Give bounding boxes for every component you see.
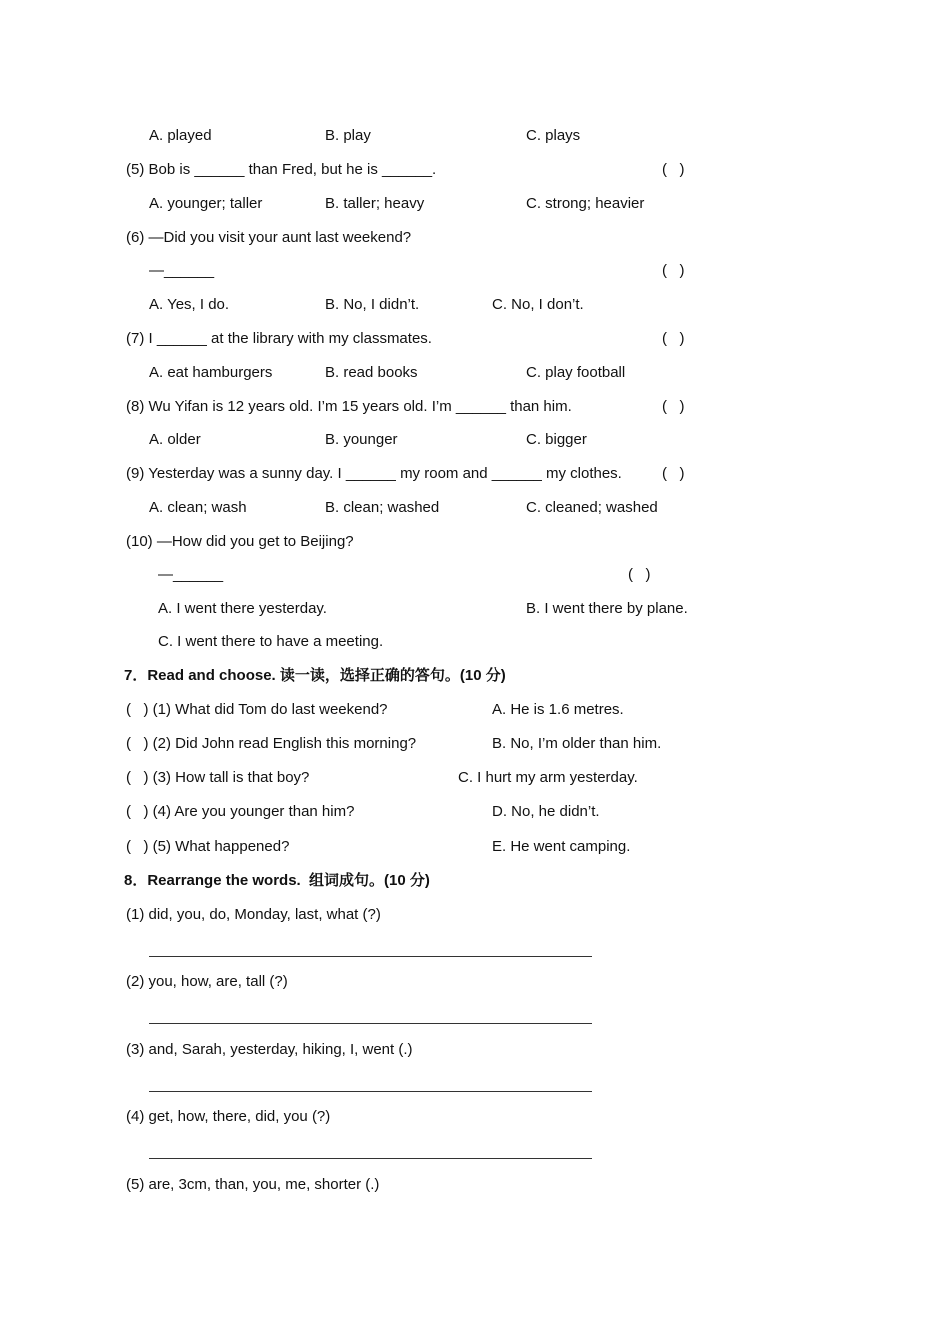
s7-question-2[interactable]: ( ) (2) Did John read English this morning? bbox=[126, 735, 417, 752]
q10-option-c: C. I went there to have a meeting. bbox=[158, 633, 384, 650]
q7-option-a: A. eat hamburgers bbox=[149, 364, 273, 381]
q10-option-a: A. I went there yesterday. bbox=[158, 600, 327, 617]
s7-answer-e: E. He went camping. bbox=[492, 838, 631, 855]
s7-answer-b: B. No, I’m older than him. bbox=[492, 735, 662, 752]
q5-option-c: C. strong; heavier bbox=[526, 195, 645, 212]
q10-answer-bracket[interactable]: ( ) bbox=[628, 566, 651, 583]
q10-stem: (10) —How did you get to Beijing? bbox=[126, 533, 354, 550]
q5-stem: (5) Bob is ______ than Fred, but he is ______. bbox=[126, 161, 437, 178]
q9-stem: (9) Yesterday was a sunny day. I ______ my room and ______ my clothes. bbox=[126, 465, 622, 482]
q8-answer-bracket[interactable]: ( ) bbox=[662, 398, 685, 415]
s8-answer-line-1[interactable] bbox=[149, 956, 592, 957]
s7-answer-d: D. No, he didn’t. bbox=[492, 803, 600, 820]
q8-stem: (8) Wu Yifan is 12 years old. I’m 15 years old. I’m ______ than him. bbox=[126, 398, 572, 415]
q7-option-c: C. play football bbox=[526, 364, 626, 381]
q10-option-b: B. I went there by plane. bbox=[526, 600, 688, 617]
q5-option-a: A. younger; taller bbox=[149, 195, 263, 212]
section8-title: 8．Rearrange the words. 组词成句。(10 分) bbox=[124, 872, 430, 889]
q9-option-c: C. cleaned; washed bbox=[526, 499, 658, 516]
q6-option-c: C. No, I don’t. bbox=[492, 296, 584, 313]
s8-item-3: (3) and, Sarah, yesterday, hiking, I, went (.) bbox=[126, 1041, 413, 1058]
q6-answer-bracket[interactable]: ( ) bbox=[662, 262, 685, 279]
s8-item-5: (5) are, 3cm, than, you, me, shorter (.) bbox=[126, 1176, 380, 1193]
s8-item-2: (2) you, how, are, tall (?) bbox=[126, 973, 288, 990]
s7-question-1[interactable]: ( ) (1) What did Tom do last weekend? bbox=[126, 701, 388, 718]
q8-option-a: A. older bbox=[149, 431, 201, 448]
s8-answer-line-3[interactable] bbox=[149, 1091, 592, 1092]
q6-stem: (6) —Did you visit your aunt last weekend? bbox=[126, 229, 412, 246]
s8-answer-line-4[interactable] bbox=[149, 1158, 592, 1159]
q4-option-c: C. plays bbox=[526, 127, 581, 144]
q4-option-a: A. played bbox=[149, 127, 212, 144]
s7-answer-c: C. I hurt my arm yesterday. bbox=[458, 769, 638, 786]
q10-reply-blank[interactable]: —______ bbox=[158, 566, 224, 583]
q4-option-b: B. play bbox=[325, 127, 371, 144]
s8-answer-line-2[interactable] bbox=[149, 1023, 592, 1024]
q7-stem: (7) I ______ at the library with my classmates. bbox=[126, 330, 432, 347]
q6-option-a: A. Yes, I do. bbox=[149, 296, 230, 313]
s7-question-4[interactable]: ( ) (4) Are you younger than him? bbox=[126, 803, 355, 820]
s8-item-1: (1) did, you, do, Monday, last, what (?) bbox=[126, 906, 381, 923]
s7-question-5[interactable]: ( ) (5) What happened? bbox=[126, 838, 290, 855]
q7-option-b: B. read books bbox=[325, 364, 418, 381]
q6-reply-blank[interactable]: —______ bbox=[149, 262, 215, 279]
s8-item-4: (4) get, how, there, did, you (?) bbox=[126, 1108, 331, 1125]
q8-option-c: C. bigger bbox=[526, 431, 587, 448]
q6-option-b: B. No, I didn’t. bbox=[325, 296, 420, 313]
q9-option-a: A. clean; wash bbox=[149, 499, 247, 516]
q5-option-b: B. taller; heavy bbox=[325, 195, 425, 212]
section7-title: 7．Read and choose. 读一读，选择正确的答句。(10 分) bbox=[124, 667, 506, 684]
q8-option-b: B. younger bbox=[325, 431, 398, 448]
q5-answer-bracket[interactable]: ( ) bbox=[662, 161, 685, 178]
s7-question-3[interactable]: ( ) (3) How tall is that boy? bbox=[126, 769, 310, 786]
q7-answer-bracket[interactable]: ( ) bbox=[662, 330, 685, 347]
q9-answer-bracket[interactable]: ( ) bbox=[662, 465, 685, 482]
q9-option-b: B. clean; washed bbox=[325, 499, 440, 516]
s7-answer-a: A. He is 1.6 metres. bbox=[492, 701, 624, 718]
